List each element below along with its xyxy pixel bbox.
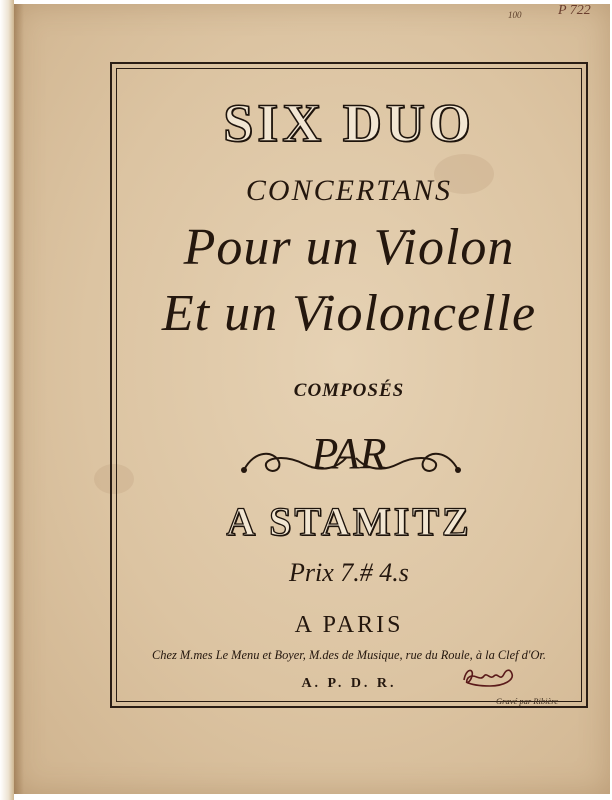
publisher-address: Chez M.mes Le Menu et Boyer, M.des de Musique, rue du Roule, à la Clef d'Or. xyxy=(152,648,546,662)
title-composes: COMPOSÉS xyxy=(293,380,405,401)
composer-name: A STAMITZ xyxy=(226,499,472,544)
title-concertans: CONCERTANS xyxy=(245,174,453,207)
spine-shadow xyxy=(14,4,24,794)
shelfmark-code: P 722 xyxy=(558,3,591,18)
title-pour-un-violon: Pour un Violon xyxy=(183,219,515,276)
flourish-right-ornament xyxy=(348,442,468,482)
privilege-mark: A. P. D. R. xyxy=(301,676,397,691)
engraver-credit: Gravé par Ribière xyxy=(496,696,559,706)
publication-city: A PARIS xyxy=(294,612,404,638)
page-binding-edge xyxy=(0,0,14,800)
title-par: PAR xyxy=(311,429,387,478)
handwritten-signature xyxy=(460,664,518,690)
shelfmark-number: 100 xyxy=(508,10,522,20)
title-et-un-violoncelle: Et un Violoncelle xyxy=(161,285,537,342)
price: Prix 7.# 4.s xyxy=(289,558,409,587)
title-six-duo: SIX DUO xyxy=(223,93,475,153)
